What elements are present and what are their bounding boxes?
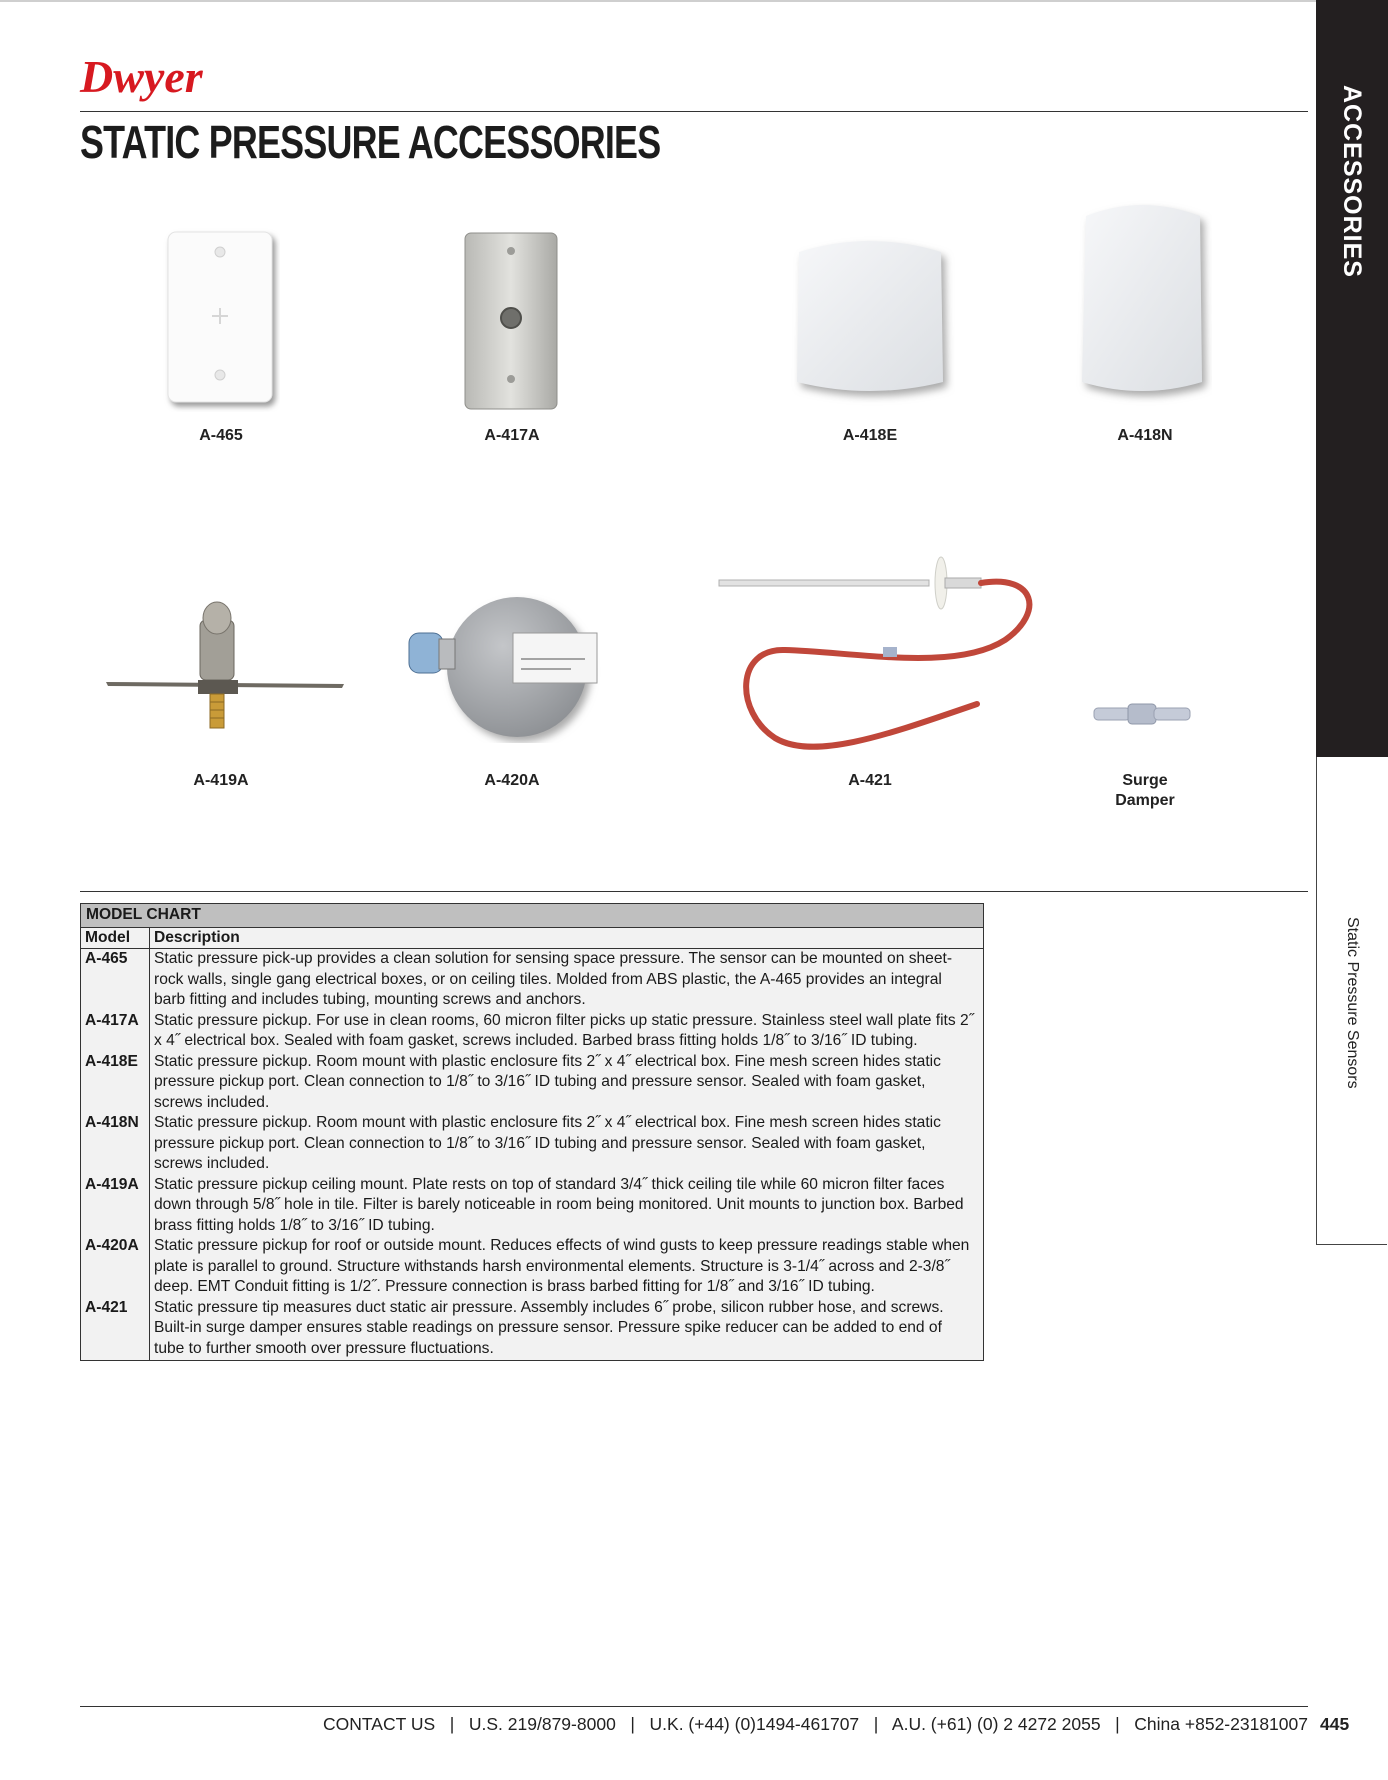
row-model: A-421 — [81, 1298, 150, 1361]
model-chart-table — [80, 903, 984, 1361]
row-description: Static pressure tip measures duct static air pressure. Assembly includes 6˝ probe, silicon rubber hose, and screws. Built-in surge damper ensures stable readings on pressure sensor. Pressure spike reducer can be added to end of tube to further smooth over pressure fluctuations. — [154, 1298, 944, 1357]
row-description: Static pressure pickup. Room mount with plastic enclosure fits 2˝ x 4˝ electrical box. Fine mesh screen hides static pressure pickup port. Clean connection to 1/8˝ to 3/16˝ ID tubing and pressure sensor. Sealed with foam gasket, screws included. — [154, 1052, 941, 1111]
caption-line-1: Surge — [1122, 772, 1168, 789]
row-model: A-417A — [81, 1011, 150, 1052]
table-row — [81, 1175, 984, 1237]
product-caption-a-420a: A-420A — [484, 772, 540, 789]
dwyer-logo — [78, 48, 228, 106]
table-row — [81, 1236, 984, 1298]
page-number: 445 — [1320, 1714, 1350, 1734]
table-header-row — [81, 927, 984, 949]
ceiling-pickup-icon — [104, 600, 346, 740]
product-caption-a-418n: A-418N — [1117, 427, 1173, 444]
subsection-tab — [1316, 757, 1387, 1245]
caption-line-2: Damper — [1115, 792, 1175, 809]
product-caption-a-418e: A-418E — [842, 427, 898, 444]
row-description: Static pressure pickup. For use in clean rooms, 60 micron filter picks up static pressure. Stainless steel wall plate fits 2˝ x 4˝ electrical box. Sealed with foam gasket, screws included. Barbed brass fitting holds 1/8˝ to 3/16˝ ID tubing. — [154, 1011, 974, 1049]
section-rule — [80, 891, 1308, 892]
row-model: A-420A — [81, 1236, 150, 1298]
product-caption-a-465: A-465 — [199, 427, 243, 444]
white-wall-plate-icon — [160, 222, 280, 412]
row-model: A-419A — [81, 1175, 150, 1237]
footer — [80, 1714, 1308, 1738]
product-caption-surge-damper — [1065, 771, 1225, 811]
footer-rule — [80, 1706, 1308, 1707]
row-description: Static pressure pickup ceiling mount. Plate rests on top of standard 3/4˝ thick ceiling tile while 60 micron filter faces down through 5/8˝ hole in tile. Filter is barely noticeable in room being monitored. Unit mounts to junction box. Barbed brass fitting holds 1/8˝ to 3/16˝ ID tubing. — [154, 1175, 964, 1234]
section-tab-label: ACCESSORIES — [1338, 85, 1366, 278]
page-title: STATIC PRESSURE ACCESSORIES — [80, 116, 661, 168]
table-row — [81, 1298, 984, 1361]
row-description: Static pressure pickup for roof or outside mount. Reduces effects of wind gusts to keep pressure readings stable when plate is parallel to ground. Structure withstands harsh environmental elements. Structure is 3-1/4˝ across and 2-3/8˝ deep. EMT Conduit fitting is 1/2˝. Pressure connection is brass barbed fitting for 1/8˝ and 3/16˝ ID tubing. — [154, 1237, 970, 1295]
table-row — [81, 1011, 984, 1052]
top-rule — [0, 0, 1388, 2]
dwyer-logo-text: Dwyer — [80, 51, 203, 102]
probe-with-hose-icon — [715, 552, 1045, 752]
table-row — [81, 949, 984, 1011]
room-enclosure-tall-icon — [1072, 196, 1212, 408]
row-description: Static pressure pick-up provides a clean solution for sensing space pressure. The sensor can be mounted on sheet-rock walls, single gang electrical boxes, or on ceiling tiles. Molded from ABS plastic, the A-465 provides an integral barb fitting and includes tubing, mounting screws and anchors. — [154, 950, 953, 1008]
product-caption-a-421: A-421 — [848, 772, 892, 789]
description-column-header: Description — [150, 927, 984, 949]
product-caption-a-417a: A-417A — [484, 427, 540, 444]
row-model: A-418N — [81, 1113, 150, 1175]
room-enclosure-icon — [785, 232, 955, 407]
surge-damper-icon — [1090, 698, 1195, 730]
product-caption-a-419a: A-419A — [193, 772, 249, 789]
stainless-wall-plate-icon — [455, 225, 565, 415]
outdoor-pickup-icon — [405, 593, 605, 743]
model-column-header: Model — [81, 927, 150, 949]
table-row — [81, 1113, 984, 1175]
model-chart-title: MODEL CHART — [80, 903, 984, 927]
row-model: A-418E — [81, 1052, 150, 1114]
table-row — [81, 1052, 984, 1114]
footer-contact-line: CONTACT US | U.S. 219/879-8000 | U.K. (+44) (0)1494-461707 | A.U. (+61) (0) 2 4272 2055 | China +852-23181007 — [323, 1714, 1308, 1734]
row-description: Static pressure pickup. Room mount with plastic enclosure fits 2˝ x 4˝ electrical box. Fine mesh screen hides static pressure pickup port. Clean connection to 1/8˝ to 3/16˝ ID tubing and pressure sensor. Sealed with foam gasket, screws included. — [154, 1114, 941, 1172]
row-model: A-465 — [81, 949, 150, 1011]
subsection-tab-label: Static Pressure Sensors — [1344, 917, 1361, 1089]
